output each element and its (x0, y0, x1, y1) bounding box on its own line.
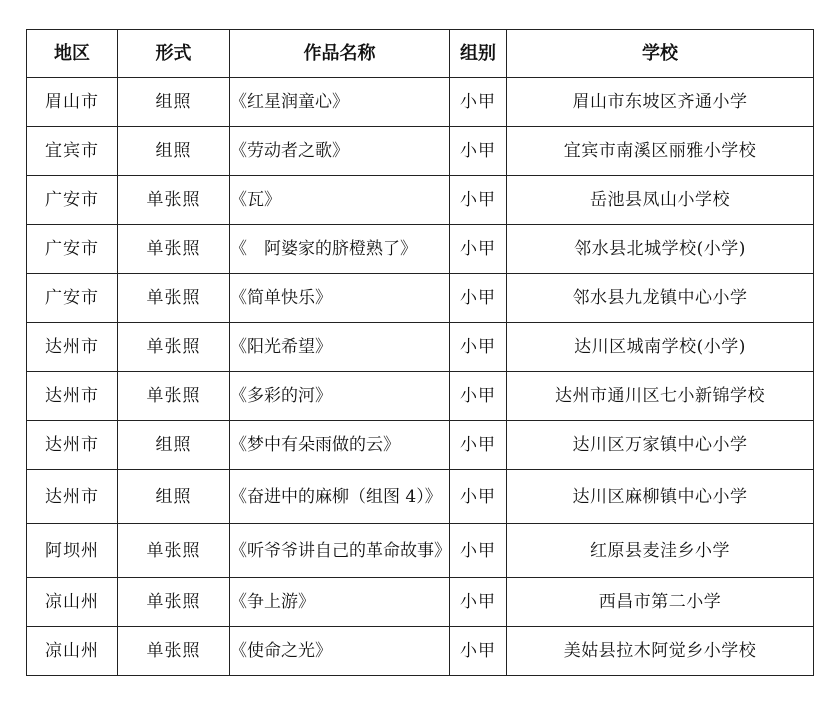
cell-group: 小甲 (450, 323, 507, 372)
cell-form: 组照 (118, 470, 230, 524)
cell-school: 达州市通川区七小新锦学校 (507, 372, 814, 421)
cell-region: 达州市 (27, 323, 118, 372)
cell-region: 凉山州 (27, 578, 118, 627)
cell-school: 岳池县凤山小学校 (507, 176, 814, 225)
cell-school: 西昌市第二小学 (507, 578, 814, 627)
cell-school: 达川区城南学校(小学) (507, 323, 814, 372)
cell-group: 小甲 (450, 78, 507, 127)
table-row (27, 127, 814, 176)
cell-region: 眉山市 (27, 78, 118, 127)
cell-group: 小甲 (450, 421, 507, 470)
header-school: 学校 (507, 30, 814, 78)
cell-school: 美姑县拉木阿觉乡小学校 (507, 627, 814, 676)
table-row (27, 627, 814, 676)
cell-title: 《瓦》 (230, 176, 450, 225)
cell-group: 小甲 (450, 274, 507, 323)
table-row (27, 578, 814, 627)
header-row (27, 30, 814, 78)
cell-form: 单张照 (118, 323, 230, 372)
table-header (27, 30, 814, 78)
table-row (27, 372, 814, 421)
table-body (27, 78, 814, 676)
cell-school: 红原县麦洼乡小学 (507, 524, 814, 578)
cell-school: 宜宾市南溪区丽雅小学校 (507, 127, 814, 176)
cell-group: 小甲 (450, 127, 507, 176)
cell-group: 小甲 (450, 372, 507, 421)
cell-form: 单张照 (118, 372, 230, 421)
cell-title: 《简单快乐》 (230, 274, 450, 323)
cell-region: 广安市 (27, 274, 118, 323)
table-row (27, 176, 814, 225)
cell-title: 《使命之光》 (230, 627, 450, 676)
cell-form: 组照 (118, 421, 230, 470)
cell-title: 《多彩的河》 (230, 372, 450, 421)
cell-school: 邻水县九龙镇中心小学 (507, 274, 814, 323)
cell-school: 达川区麻柳镇中心小学 (507, 470, 814, 524)
cell-region: 达州市 (27, 372, 118, 421)
cell-title: 《奋进中的麻柳（组图 4）》 (230, 470, 450, 524)
cell-group: 小甲 (450, 627, 507, 676)
header-form: 形式 (118, 30, 230, 78)
cell-title: 《 阿婆家的脐橙熟了》 (230, 225, 450, 274)
cell-school: 邻水县北城学校(小学) (507, 225, 814, 274)
cell-region: 广安市 (27, 225, 118, 274)
cell-school: 眉山市东坡区齐通小学 (507, 78, 814, 127)
cell-form: 单张照 (118, 225, 230, 274)
cell-form: 组照 (118, 127, 230, 176)
table-row (27, 323, 814, 372)
cell-title: 《红星润童心》 (230, 78, 450, 127)
cell-region: 达州市 (27, 421, 118, 470)
cell-form: 单张照 (118, 176, 230, 225)
cell-form: 单张照 (118, 274, 230, 323)
cell-group: 小甲 (450, 225, 507, 274)
table-row (27, 78, 814, 127)
cell-region: 阿坝州 (27, 524, 118, 578)
cell-title: 《劳动者之歌》 (230, 127, 450, 176)
cell-form: 单张照 (118, 627, 230, 676)
cell-region: 达州市 (27, 470, 118, 524)
cell-region: 凉山州 (27, 627, 118, 676)
cell-title: 《梦中有朵雨做的云》 (230, 421, 450, 470)
table-row (27, 421, 814, 470)
awards-table (26, 29, 814, 676)
cell-title: 《听爷爷讲自己的革命故事》 (230, 524, 450, 578)
cell-form: 单张照 (118, 524, 230, 578)
header-region: 地区 (27, 30, 118, 78)
header-title: 作品名称 (230, 30, 450, 78)
cell-group: 小甲 (450, 524, 507, 578)
cell-title: 《争上游》 (230, 578, 450, 627)
cell-region: 广安市 (27, 176, 118, 225)
table-row (27, 274, 814, 323)
cell-group: 小甲 (450, 176, 507, 225)
table-row (27, 470, 814, 524)
cell-form: 单张照 (118, 578, 230, 627)
cell-form: 组照 (118, 78, 230, 127)
table-row (27, 524, 814, 578)
cell-school: 达川区万家镇中心小学 (507, 421, 814, 470)
cell-group: 小甲 (450, 578, 507, 627)
cell-region: 宜宾市 (27, 127, 118, 176)
table-row (27, 225, 814, 274)
cell-title: 《阳光希望》 (230, 323, 450, 372)
cell-group: 小甲 (450, 470, 507, 524)
header-group: 组别 (450, 30, 507, 78)
